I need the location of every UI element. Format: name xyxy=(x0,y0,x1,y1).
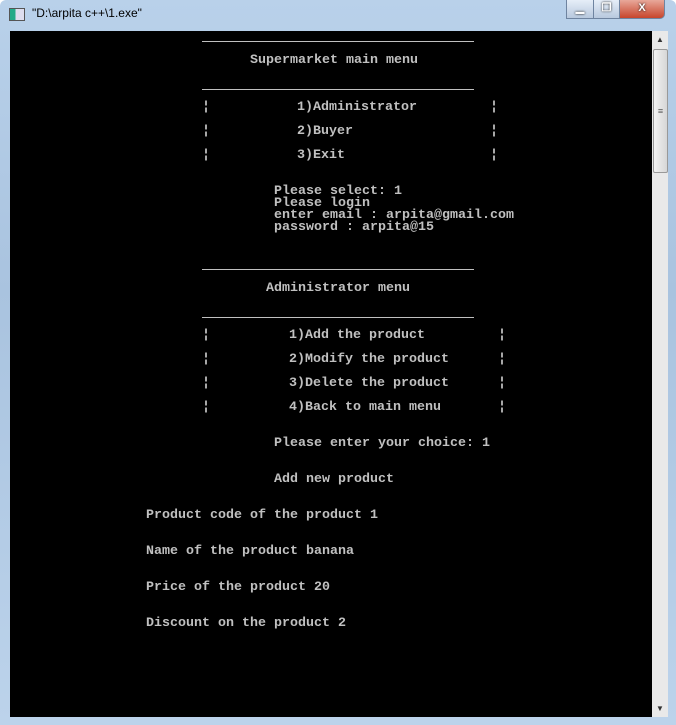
vertical-scrollbar[interactable] xyxy=(652,31,668,717)
menu-border: ¦ xyxy=(498,400,506,415)
product-line: Name of the product banana xyxy=(146,544,354,559)
menu-border: ¦ xyxy=(202,124,210,139)
divider xyxy=(202,269,474,270)
menu-border: ¦ xyxy=(498,376,506,391)
login-line: Please select: 1 xyxy=(274,184,402,199)
menu-border: ¦ xyxy=(498,328,506,343)
menu-border: ¦ xyxy=(490,124,498,139)
menu-border: ¦ xyxy=(202,400,210,415)
scrollbar-thumb[interactable]: ≡ xyxy=(653,49,668,173)
close-button[interactable]: X xyxy=(619,0,665,19)
add-product-heading: Add new product xyxy=(274,472,394,487)
main-menu-item: 2)Buyer xyxy=(297,124,353,139)
admin-menu-title: Administrator menu xyxy=(266,281,410,296)
main-menu-title: Supermarket main menu xyxy=(250,53,418,68)
divider xyxy=(202,317,474,318)
admin-menu-item: 4)Back to main menu xyxy=(289,400,441,415)
menu-border: ¦ xyxy=(490,148,498,163)
menu-border: ¦ xyxy=(498,352,506,367)
admin-menu-item: 2)Modify the product xyxy=(289,352,449,367)
window-title: "D:\arpita c++\1.exe" xyxy=(32,6,142,20)
login-line: password : arpita@15 xyxy=(274,220,434,235)
scroll-up-arrow-icon[interactable]: ▲ xyxy=(656,35,664,44)
restore-button[interactable]: ❐ xyxy=(593,0,620,19)
admin-menu-item: 1)Add the product xyxy=(289,328,425,343)
divider xyxy=(202,41,474,42)
menu-border: ¦ xyxy=(202,148,210,163)
product-line: Discount on the product 2 xyxy=(146,616,346,631)
console-output[interactable] xyxy=(10,31,652,717)
divider xyxy=(202,89,474,90)
product-line: Product code of the product 1 xyxy=(146,508,378,523)
choice-prompt: Please enter your choice: 1 xyxy=(274,436,490,451)
console-app-icon xyxy=(9,8,25,21)
menu-border: ¦ xyxy=(202,328,210,343)
product-line: Price of the product 20 xyxy=(146,580,330,595)
main-menu-item: 1)Administrator xyxy=(297,100,417,115)
login-line: Please login xyxy=(274,196,370,211)
menu-border: ¦ xyxy=(202,352,210,367)
login-line: enter email : arpita@gmail.com xyxy=(274,208,514,223)
main-menu-item: 3)Exit xyxy=(297,148,345,163)
menu-border: ¦ xyxy=(202,376,210,391)
scroll-down-arrow-icon[interactable]: ▼ xyxy=(656,704,664,713)
menu-border: ¦ xyxy=(202,100,210,115)
admin-menu-item: 3)Delete the product xyxy=(289,376,449,391)
minimize-button[interactable]: ▁ xyxy=(566,0,594,19)
menu-border: ¦ xyxy=(490,100,498,115)
